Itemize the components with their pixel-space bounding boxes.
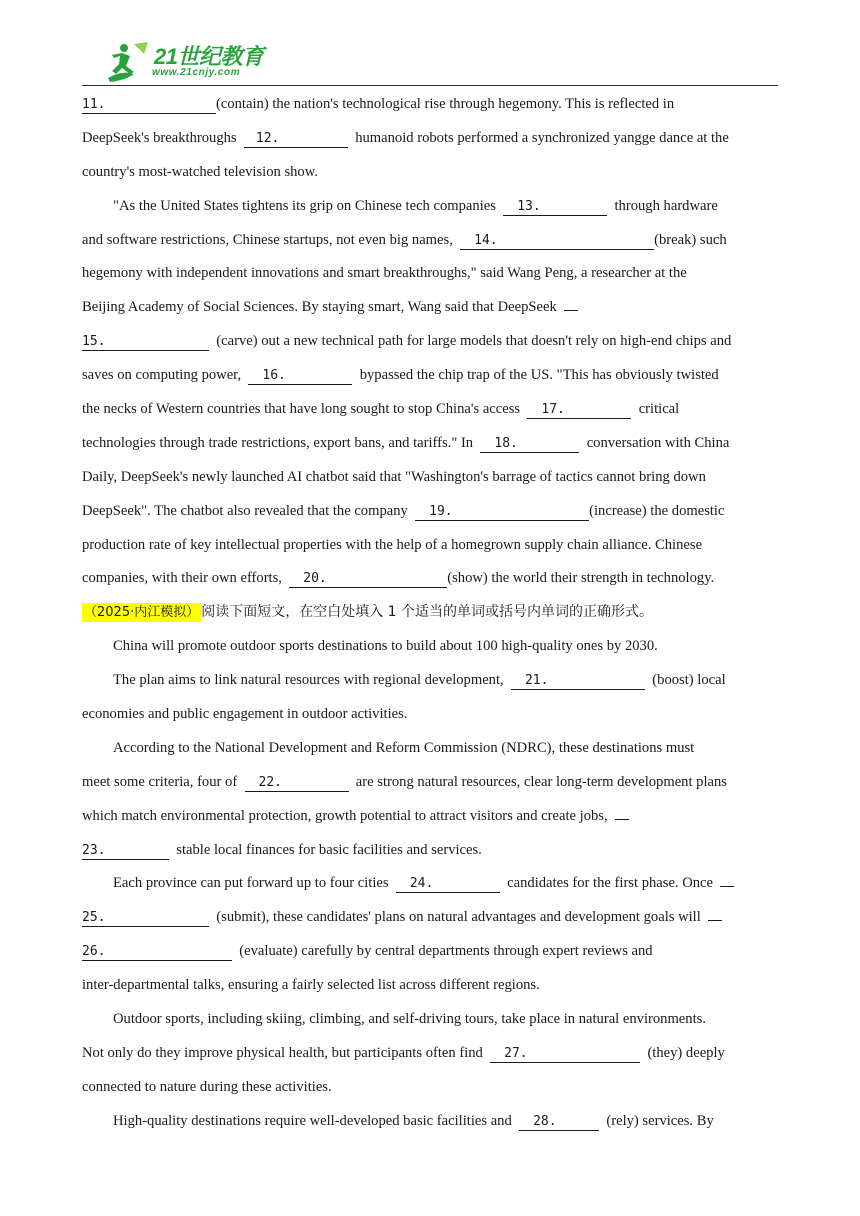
text: production rate of key intellectual properties with the help of a homegrown supply chain alliance. Chinese	[82, 536, 703, 553]
text: (show) the world their strength in technology.	[447, 570, 715, 587]
text: humanoid robots performed a synchronized yangge dance at the	[355, 129, 729, 146]
blank-12[interactable]: 12.	[244, 131, 348, 148]
text: (rely) services. By	[606, 1112, 714, 1129]
blank-26-start	[708, 920, 722, 921]
text: (break) such	[654, 231, 727, 248]
blank-26[interactable]: 26.	[82, 944, 232, 961]
text: country's most-watched television show.	[82, 163, 318, 180]
blank-11[interactable]: 11.	[82, 97, 216, 114]
blank-16[interactable]: 16.	[248, 368, 352, 385]
text: connected to nature during these activities.	[82, 1078, 332, 1095]
blank-23[interactable]: 23.	[82, 843, 169, 860]
blank-19[interactable]: 19.	[415, 504, 589, 521]
text: China will promote outdoor sports destinations to build about 100 high-quality ones by 2030.	[113, 638, 658, 655]
text: "As the United States tightens its grip on Chinese tech companies	[113, 197, 496, 214]
text: stable local finances for basic facilities and services.	[176, 841, 482, 858]
runner-logo-icon	[104, 40, 152, 84]
text: companies, with their own efforts,	[82, 570, 282, 587]
blank-18[interactable]: 18.	[480, 436, 579, 453]
text: are strong natural resources, clear long-term development plans	[355, 773, 727, 790]
text: (increase) the domestic	[589, 502, 725, 519]
logo	[104, 40, 274, 84]
text: technologies through trade restrictions, export bans, and tariffs." In	[82, 434, 474, 451]
text: Beijing Academy of Social Sciences. By staying smart, Wang said that DeepSeek	[82, 299, 557, 316]
text: Each province can put forward up to four cities	[113, 875, 389, 892]
logo-url: www.21cnjy.com	[152, 67, 241, 78]
blank-20[interactable]: 20.	[289, 571, 447, 588]
blank-22[interactable]: 22.	[245, 775, 349, 792]
blank-27[interactable]: 27.	[490, 1046, 640, 1063]
text: candidates for the first phase. Once	[507, 875, 714, 892]
text: bypassed the chip trap of the US. "This has obviously twisted	[359, 367, 719, 384]
text: (submit), these candidates' plans on natural advantages and development goals will	[216, 909, 701, 926]
text: hegemony with independent innovations and smart breakthroughs," said Wang Peng, a researcher at the	[82, 265, 687, 282]
text: The plan aims to link natural resources with regional development,	[113, 672, 504, 689]
blank-24[interactable]: 24.	[396, 876, 500, 893]
logo-text: 21世纪教育	[154, 44, 264, 69]
text: which match environmental protection, growth potential to attract visitors and create jobs,	[82, 807, 608, 824]
blank-17[interactable]: 17.	[527, 402, 631, 419]
text: (they) deeply	[647, 1044, 725, 1061]
document-body	[82, 88, 780, 1139]
text: Outdoor sports, including skiing, climbing, and self-driving tours, take place in natural environments.	[113, 1011, 706, 1028]
text: (carve) out a new technical path for large models that doesn't rely on high-end chips and	[216, 333, 732, 350]
blank-14[interactable]: 14.	[460, 233, 654, 250]
text: and software restrictions, Chinese startups, not even big names,	[82, 231, 453, 248]
blank-23-start	[615, 819, 629, 820]
page-header	[0, 0, 860, 86]
text: through hardware	[614, 197, 718, 214]
instruction-text: 阅读下面短文，在空白处填入 1 个适当的单词或括号内单词的正确形式。	[201, 604, 654, 621]
blank-21[interactable]: 21.	[511, 673, 645, 690]
text: Not only do they improve physical health, but participants often find	[82, 1044, 483, 1061]
text: saves on computing power,	[82, 367, 242, 384]
text: meet some criteria, four of	[82, 773, 238, 790]
blank-13[interactable]: 13.	[503, 199, 607, 216]
header-divider	[82, 85, 778, 86]
text: DeepSeek's breakthroughs	[82, 129, 237, 146]
blank-25-start	[720, 886, 734, 887]
text: (evaluate) carefully by central departments through expert reviews and	[239, 943, 653, 960]
text: economies and public engagement in outdoor activities.	[82, 706, 408, 723]
text: conversation with China	[586, 434, 730, 451]
text: High-quality destinations require well-developed basic facilities and	[113, 1112, 512, 1129]
blank-15[interactable]: 15.	[82, 334, 209, 351]
text: DeepSeek". The chatbot also revealed that the company	[82, 502, 408, 519]
text: (contain) the nation's technological rise through hegemony. This is reflected in	[216, 96, 675, 112]
text: According to the National Development and Reform Commission (NDRC), these destinations must	[113, 739, 695, 756]
text: (boost) local	[652, 672, 726, 689]
text: Daily, DeepSeek's newly launched AI chatbot said that "Washington's barrage of tactics cannot bring down	[82, 468, 706, 485]
blank-25[interactable]: 25.	[82, 910, 209, 927]
source-tag: （2025·内江模拟）	[84, 605, 200, 621]
blank-15-start	[564, 310, 578, 311]
blank-28[interactable]: 28.	[519, 1114, 599, 1131]
text: the necks of Western countries that have long sought to stop China's access	[82, 401, 521, 418]
text: inter-departmental talks, ensuring a fairly selected list across different regions.	[82, 977, 540, 994]
text: critical	[638, 401, 680, 418]
